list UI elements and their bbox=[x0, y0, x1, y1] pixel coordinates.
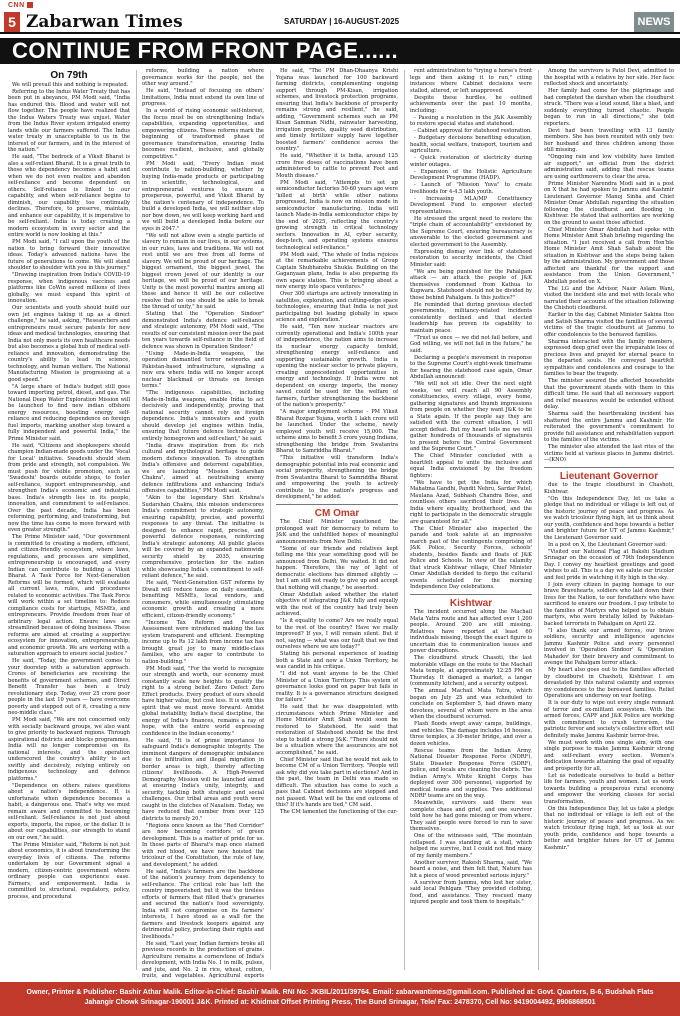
paragraph: It is our duty to wipe out every single remnant of terror and ex-militant ecosystem. With the armed forces, CAPF and J&K Police are working with commitment to crush terrorism, the patriotic fervor and society's collective effort will definitely make Jammu Kashmir terror-free. bbox=[544, 700, 674, 739]
page-headline: CONTINUE FROM FRONT PAGE...... bbox=[12, 38, 399, 63]
paragraph: PM Modi said, "I call upon the youth of the nation to bring forward their innovative ideas. Today's advanced nations have the future of generations to come. We will stand shoulder to shoulder with you in this journey." bbox=[8, 239, 130, 271]
paragraph: We must work with one single aim, with one single purpose to make Jammu Kashmir strong and self-reliant every section. Women's dedication towards attaining the goal of equality and prosperity for all. bbox=[544, 739, 674, 772]
paragraph: "We are being punished for the Pahalgam attack — an attack the people of J&K themselves condemned from Kathua to Kupwara. Statehood should not be divided by those behind Pahalgam. Is this justice?" bbox=[410, 268, 532, 301]
imprint-line-2: Jahangir Chowk Srinagar-190001 J&K. Printed at: Khidmat Offset Printing Press, The Bund Srinagar, Tele/ Fax: 2478370, Cell No: 9419004492, 9906868501 bbox=[84, 999, 596, 1006]
paragraph: He said, "It is of prime importance to safeguard India's demographic integrity. The imminent dangers of demographic imbalance due to infiltration and illegal migration in border areas is high, thereby affecting citizens' livelihoods. A High-Powered Demography Mission will be launched aimed at ensuring India's unity, integrity, and security, tackling both strategic and social challenges. Our tribal areas and youth were caught in the clutches of Naxalism. Today, we have reduced that number from over 125 districts to merely 20." bbox=[142, 737, 264, 822]
paragraph: "Akin to the legendary Shri Krishna's Sudarshan Chakra, this mission underscores India's commitment to strategic autonomy, ensuring capability, precise, and powerful responses to any threat. The initiative is designed to enhance rapid, precise, and powerful defence responses, reinforcing India's strategic autonomy. All public places will be covered by an expanded nationwide security shield by 2035, ensuring comprehensive protection for the nation while showcasing India's commitment to self-reliant defence," he said. bbox=[142, 495, 264, 579]
imprint-line-1: Owner, Printer & Publisher: Bashir Athar Malik. Editor-in-Chief: Bashir Malik. RNI No: JKBIL/2011/39764. Email: zabarwantimes@gmail.com. Published at: Govt. Quarters, B-6, Budshah Flats bbox=[26, 989, 654, 996]
paragraph: "Regions once known as the "Red Corridor" are now becoming corridors of green development. This is a matter of pride for us. In those parts of Bharat's map once stained with red blood, we have now hoisted the tricolour of the Constitution, the rule of law, and development," he added. bbox=[142, 822, 264, 868]
paragraph: "Trust us once — we did not fail before, and God willing, we will not fail in the future," he said. bbox=[410, 334, 532, 354]
paragraph: Declaring a people's movement in response to the Supreme Court's eight-week timeframe for hearing the statehood case again, Omar Abdullah announced: bbox=[410, 354, 532, 380]
list-item: - Cabinet approval for statehood restoration. bbox=[414, 128, 532, 134]
paragraph: The Chief Minister concluded with a heartfelt appeal to unite the inclusive and equal India envisioned by the freedom fighters: bbox=[410, 453, 532, 479]
paragraph: The Chief Minister also inspected the parade and took salute at an impressive march past of the contingents comprising of J&K Police, Security Forces, schools' students, besides Bands and floats of J&K Police and Schools. In view of the calamity that struck Kishtwar village, Chief Minister Omar Abdullah decided to forgo the cultural events scheduled for the morning Independence Day celebrations. bbox=[410, 525, 532, 590]
paragraph: "We have to get the India for which Mahatma Gandhi, Pandit Nehru, Sardar Patel, Maulana Azad, Subhash Chandra Bose, and countless others sacrificed their lives. An India where equality, brotherhood, and the right to participate in the democratic struggle are guaranteed for all." bbox=[410, 479, 532, 525]
section-rule bbox=[276, 504, 398, 505]
paragraph: "Income Tax Reform and Faceless Assessment were introduced making the tax system transparent and efficient. Exempting income up to Rs 12 lakh from income tax has brought great joy to many middle-class families, who are eager to contribute to nation-building." bbox=[142, 619, 264, 665]
paragraph: "Drawing inspiration from India's COVID-19 response, when indigenous vaccines and platforms like CoWin saved millions of lives globally, we must expand this spirit of innovation. bbox=[8, 272, 130, 304]
column-divider bbox=[538, 70, 539, 970]
article-column-4 bbox=[410, 68, 532, 978]
paragraph: "Ongoing rain and low visibility have limited air support," an official from the district administration said, adding that rescue teams are using earthmovers to clear the area. bbox=[544, 154, 674, 180]
column-divider bbox=[404, 70, 405, 970]
paragraph: In a world of rising economic self-interest, the focus must be on strengthening India's capabilities, expanding opportunities, and empowering citizens. These reforms mark the beginning of transformed phase of governance transformation, ensuring India becomes resilient, inclusive, and globally competitive." bbox=[142, 108, 264, 160]
paragraph: due to the tragic cloudburst in Chashoti, Kishtwar. bbox=[544, 482, 674, 495]
list-item: - Launch of "Mission Yuva" to create livelihoods for 4-4.5 lakh youth. bbox=[410, 182, 532, 195]
paragraph: He said that he was disappointed with circumstances which Prime Minister and Home Minister Amit Shah would soon be restored to Statehood. He said that restoration of Statehood should be the first step to build a strong J&K. "There should not be a situation where the assurances are not accomplished," he said. bbox=[276, 704, 398, 756]
list-item: - Increasing MLA/MP Constituency Development Fund to empower elected representatives. bbox=[410, 195, 532, 215]
section-rule bbox=[410, 594, 532, 595]
headline-band bbox=[0, 38, 680, 64]
article-column-1 bbox=[8, 68, 130, 978]
column-divider bbox=[270, 70, 271, 970]
paragraph: PM Modi said, "For the world to recognize our strength and worth, our economy must constantly scale new heights to qualify the right to a strong belief. Zero Defect Zero Effect products. Every product of ours should have higher value, but cost less. It is with this spirit that we must move forward. Amidst global instability, India's fiscal discipline, the energy of India's finances, remains a ray of hope, with the entire world expressing confidence in the Indian economy." bbox=[142, 665, 264, 737]
page-number: 5 bbox=[4, 12, 20, 32]
paragraph: reforms, building a nation where governance works for the people, not the other way around." bbox=[142, 68, 264, 87]
paragraph: Among the survivors is Patol Devi, admitted to the hospital with a relative by her side. Her face reflected shock and uncertainty. bbox=[544, 68, 674, 87]
paragraph: Rescue teams from the Indian Army, National Disaster Response Force (NDRF), State Disaster Response Force (SDRF), police, and locals are cleaning the debris. The Indian Army's White Knight Corps has deployed over 300 personnel, supported by medical teams and supplies. Two additional NDRF teams are on the way. bbox=[410, 747, 532, 799]
paragraph: He said, "Ten new nuclear reactors are currently operational and India's 100th year of independence, the nation aims to increase its nuclear energy capacity tenfold, strengthening energy self-reliance and supporting sustainable growth. India is opening the nuclear sector to private players, creating unprecedented opportunities in energy and technology. If India were not dependent on energy imports, the money saved could be used for the welfare of farmers, further strengthening the backbone of the nation's prosperity." bbox=[276, 324, 398, 408]
paragraph: "I also thank our armed forces, our brave soldiers, security and intelligence agencies Jammu Kashmir Police and every personnel involved in 'Operation Sindoor' & 'Operation Mahadev' for their bravery and commitment to avenge the Pahalgam terror attack. bbox=[544, 627, 674, 666]
article-column-5 bbox=[544, 68, 674, 978]
paragraph: Omar Abdullah asked whether the stated objective of integrating J&K fully and equally with the rest of the country had truly been achieved. bbox=[276, 591, 398, 617]
list-item: - Passing a resolution in the J&K Assembly to restore special status and statehood. bbox=[410, 114, 532, 127]
paragraph: In a post on X, the Lieutenant Governor said: bbox=[548, 541, 667, 548]
paragraph: Expressing dismay over link of statehood restoration to security incidents, the Chief Minister said: bbox=[410, 248, 532, 268]
brand-square-icon bbox=[27, 2, 33, 8]
section-rule bbox=[544, 467, 674, 468]
paragraph: "Is it equality to come? Are we really equal to the rest of the country? Have we really improved? If yes, I will remain silent. But if not, saying — what was our fault that we find ourselves where we are today?" bbox=[276, 618, 398, 650]
paragraph: "Dependence on others raises questions about a nation's independence. It is unfortunate when dependence becomes a habit, a dangerous one. That's why we must remain aware and committed to becoming self-reliant. Self-reliance is not just about exports, imports, the rupee, or the dollar. It is about our capabilities, our strength to stand on our own," he said. bbox=[8, 782, 130, 841]
paragraph: One of the witnesses said, "The mountain collapsed. I was standing at a stall, which helped me survive, but I could not find many of my family members." bbox=[410, 833, 532, 859]
paragraph: Chief Minister said that he would not ask to become CM of a Union Territory. "People will ask why did you take part in elections? And in the past, the team in Delhi was made so difficult. The situation has come to such a pass that Cabinet decisions are stopped and not passed. What will be the end outcome of this? If it's hands are tied," CM said. bbox=[276, 756, 398, 808]
article-column-3 bbox=[276, 68, 398, 978]
paragraph: He said, "Today, the government comes to your doorstep with a saturation approach. Crores of beneficiaries are receiving the benefits of government schemes, and Direct Benefit Transfer has been a truly revolutionary step. Today, over 25 crore poor people in the last 10 years — have overcome poverty and stepped out of it, creating a new neo-middle class." bbox=[8, 658, 130, 716]
paragraph: He said, "Citizens and shopkeepers should champion Indian-made goods under the 'Vocal for Local' initiative. Swadeshi should stem from pride and strength, not compulsion. We must push for visible promotion, such as 'Swadeshi' boards outside shops, to foster self-reliance, support entrepreneurship, and strengthen India's economic and industrial base. India's strength lies in its people, innovation, and commitment to self-reliance. Over the past decade, India has been reforming, performing, and transforming, but now the time has come to move forward with even greater strength." bbox=[8, 442, 130, 533]
paragraph: Stating his personal experience of leading both a State and now a Union Territory, he was candid in his critique. bbox=[276, 651, 398, 670]
paragraph: "A major employment scheme - PM Viksit Bharat Rozgar Yojana, worth 1 lakh crore will be launched. Under the scheme, newly employed youth will receive 15,000. The scheme aims to benefit 3 crore young Indians, strengthening the bridge from Swatantra Bharat to Samriddha Bharat." bbox=[276, 409, 398, 454]
paragraph: We will prevail this and nothing is repeated. bbox=[12, 81, 129, 88]
paragraph: He said, "The PM Dhan-Dhaanya Krishi Yojana was launched for 100 backward farming districts, complementing ongoing support through PM-Kisan, irrigation schemes, and livestock protection programs, ensuring that India's backbone of prosperity remains strong and resilient," he said, adding, "Government schemes such as PM Kisan Samman Nidhi, rainwater harvesting, irrigation projects, quality seed distribution, and timely fertilizer supply have together boosted farmers' confidence across the country." bbox=[276, 68, 398, 152]
list-item: - Quick restoration of electricity during winter outages. bbox=[410, 155, 532, 168]
paragraph: Over 300 startups are actively innovating in satellites, exploration, and cutting-edge space technologies, ensuring that India is not just participating but leading globally in space science and exploration." bbox=[276, 291, 398, 323]
paragraph: Another survivor, Rakesh Sharma, said, "We heard a noise, and then felt that, Nature has hit a piece of wood prevented serious injury." bbox=[410, 859, 532, 879]
paragraph: He said, "Last year, Indian farmers broke all previous records in the production of grains. Agriculture remains a cornerstone of India's development, with India No. 1 in milk, pulses, and jute, and No. 2 in rice, wheat, cotton, fruits, and vegetables. Agricultural exports bbox=[142, 940, 264, 978]
article-column-2 bbox=[142, 68, 264, 978]
paragraph: He said, "India's farmers are the backbone of the nation's journey from dependency to self-reliance. The critical role has left the country impoverished, but it was the tireless efforts of farmers that filled that's granaries and secured the nation's food sovereignty. India will not compromise on its farmers' interests, I have stood as a wall for the farmers and livestock keepers against any detrimental policy, protecting their rights and livelihoods." bbox=[142, 868, 264, 940]
brand-logo: CNN bbox=[8, 2, 33, 9]
paragraph: "We will not sit idle. Over the next eight weeks, we will reach all 90 Assembly constituencies, every village, every home, gathering signatures and thumb impressions from people on whether they want J&K to be a State again. If the people say they are satisfied with the current situation, I will accept defeat. But my heart tells me we will gather hundreds of thousands of signatures to present before the Central Government and the Supreme Court." bbox=[410, 381, 532, 452]
paragraph: "This initiative will transform India's demographic potential into real economic and social prosperity, strengthening the bridge from Swatantra Bharat to Samriddha Bharat and empowering the youth to actively contribute to the nation's progress and development," he added. bbox=[276, 455, 398, 500]
paragraph: Stating that the "Operation Sindoor" demonstrated India's defence self-reliance and strategic autonomy, PM Modi said, "The results of our consistent mission over the past ten years towards self-reliance in the field of defence was shown in Operation Sindoor." bbox=[142, 311, 264, 350]
section-heading-lieutenant-governor: Lieutenant Governor bbox=[559, 470, 659, 482]
paragraph: He said, "Whether it is India, around 125 crore free doses of vaccinations have been administered to cattle to prevent Foot and Mouth disease." bbox=[276, 153, 398, 179]
paragraph: Meanwhile, survivors said there was complete chaos and grief, and one survivor told how he had gone missing or from where. They said people were forced to run to save themselves. bbox=[410, 800, 532, 832]
paragraph: "We will not allow even a single particle of slavery to remain in our lives, in our systems, in our rules, laws and traditions. We will not rest until we are free from all forms of slavery. We will be proud of our heritage. The biggest ornament, the biggest jewel, the biggest crown jewel of our identity is our heritage, we will be proud of our heritage. Unity is the most powerful mantra among all these and hence it will be our collective resolve that no one should be able to break the thread of unity," he said. bbox=[142, 232, 264, 310]
paragraph: Chief Minister Omar Abdullah had spoke with Home Minister Amit Shah briefing regarding the situation. "I just received a call from Hon'ble Home Minister Amit Shah Sahab about the situation in Kishtwar and the steps being taken by the administration. My government and those affected are thankful for the support and assistance from the Union Government," Abdullah posted on X. bbox=[544, 226, 674, 285]
paragraph: He stressed the urgent need to restore the "triple chain of accountability" envisioned by the Supreme Court, ensuring bureaucracy is answerable to the elected government and elected government to the Assembly. bbox=[410, 215, 532, 248]
section-heading-on-79th: On 79th bbox=[50, 70, 88, 81]
paragraph: PM Modi said, "Attempts to set up semiconductor factories 50-60 years ago were 'killed at birth' while other nations progressed, India is now on mission mode in semiconductor manufacturing. India will launch Made-in-India semiconductor chips by the end of 2025, reflecting the country's growing strength in critical technology sectors. Innovation in AI, cyber security, deep-tech, and operating systems ensures technological self-reliance." bbox=[276, 179, 398, 251]
paragraph: Referring to the Indus Water Treaty that has been put in abeyance, PM Modi said, "India has endured this. Blood and water will not flow together. The people have realized that the Indus Waters Treaty was unjust. Water from the Indus River system irrigated enemy lands while our farmers suffered. The Indus water treaty in unacceptable to us in the interest of our farmers, and in the interest of the nation." bbox=[8, 88, 130, 153]
section-badge: NEWS bbox=[634, 12, 674, 32]
paragraph: The cloudburst struck Chasoti, the last motorable village on the route to the Machail Mata temple, at approximately 12:25 PM on Thursday. It damaged a market, a langar (community kitchen), and a security outpost. bbox=[410, 655, 532, 687]
paragraph: He said, "The bedrock of a Viksit Bharat is also a self-reliant Bharat. It is a great truth to those who dependency becomes a habit and when we do not even realize and abandon self-reliance and become dependent on others. Self-reliance is linked to our capability, and when self-reliance begins to diminish, our capability too continually declines. Therefore, to preserve, maintain, and enhance our capability, it is imperative to be self-reliant. India is today creating a modern ecosystem in every sector and the entire world is now looking at this." bbox=[8, 154, 130, 238]
paragraph: PM Modi said, "The whole of India rejoices at the remarkable achievements of Group Captain Shubhanshu Shukla. Building on the Gaganyaan plans, India is also preparing its own space station. This is bringing about a new energy into space ventures." bbox=[276, 251, 398, 290]
paragraph: I join every citizen in paying homage to our brave Bravehearts, soldiers who laid down their lives for the Nation, to our forefathers who have sacrificed to ensure our freedom. I pay tribute to the families of Martyrs who helped us to obtain martyrs, who were brutally killed by Pakistan-backed terrorists in Pahalgam on April 22. bbox=[544, 581, 674, 627]
paragraph: The Chief Minister questioned the prolonged wait for democracy to return to J&K and the unfulfilled hopes of meaningful announcements from New Delhi. bbox=[276, 519, 398, 545]
paragraph: Prime Minister Narendra Modi said in a post on X that he had spoken to Jammu and Kashmir Lieutenant Governor Manoj Sinha and Chief Minister Omar Abdullah regarding the situation following the cloudburst and flooding in Kishtwar. He stated that authorities are working on the ground to assist those affected. bbox=[544, 180, 674, 226]
paragraph: Flash floods swept away camps, buildings, and vehicles. The damage includes 16 houses, three temples, a 30-meter bridge, and over a dozen vehicles. bbox=[410, 721, 532, 747]
top-bar bbox=[0, 0, 680, 12]
section-heading-kishtwar: Kishtwar bbox=[449, 597, 493, 609]
paragraph: "India draws inspiration from its rich cultural and mythological heritage to guide modern defence innovation. To strengthen India's offensive and deterrent capabilities, we are launching "Mission Sudarshan Chakra", aimed at neutralising enemy defence infiltrations and enhancing India's offensive capabilities," PM Modi said. bbox=[142, 442, 264, 494]
masthead bbox=[0, 12, 680, 34]
paragraph: The LG and the Advisor, Nasir Aslam Wani, visited the incident site and met with locals who narrated their accounts of the situation following the Chishoti cloudburst. bbox=[544, 285, 674, 311]
paragraph: The annual Machail Mata Yatra, which began on July 25 and was scheduled to conclude on September 5, had drawn many devotees, several of whom were in the area when the cloudburst occurred. bbox=[410, 688, 532, 720]
paragraph: Her family had come for the pilgrimage and had completed the darshan when the cloudburst struck. "There was a loud sound, like a blast, and suddenly everything turned chaotic. People began to run in all directions," she told reporters. bbox=[544, 88, 674, 127]
paragraph: rent administration to "trying a horse's front legs and then asking it to run," citing instances where Cabinet decisions were stalled, altered, or left unapproved. bbox=[410, 68, 532, 94]
section-heading-cm-omar: CM Omar bbox=[314, 507, 360, 519]
paragraph: The minister assured the affected households that the government stands with them in this difficult time. He said that all necessary support and relief measures would be extended without delay. bbox=[544, 378, 674, 410]
paragraph: The minister also attended the last rites of the victims held at various places in Jammu district.—(KNO) bbox=[544, 444, 674, 463]
paragraph: My heart also goes out to the families affected by cloudburst in Chashoti, Kishtwar. I am devastated by this natural calamity and express my condolences to the bereaved families. Relief Operations are underway on war footing. bbox=[544, 667, 674, 699]
paragraph: The Prime Minister said, "Our government is committed to creating a modern, efficient, and citizen-friendly ecosystem, where laws, regulations, and processes are simplified, entrepreneurship is encouraged, and every Indian can contribute to building a Viksit Bharat. A Task Force for Next-Generation Reforms will be formed, which will evaluate all current laws, rules, and procedures related to economic activities. The Task Force will work within a set timeline to: Reduce compliance costs for startups, MSMEs, and entrepreneurs. Provide freedom from fear of arbitrary legal action. Ensure laws are streamlined because of doing business. These reforms are aimed at creating a supportive ecosystem for innovation, entrepreneurship, and economic growth. We are working with a saturation approach to ensure social justice." bbox=[8, 534, 130, 657]
paragraph: Earlier in the day, Cabinet Minister Sakina Itoo and Satish Sharma visited the families of several victims of the tragic cloudburst at Jammu to offer condolences to the bereaved families. bbox=[544, 312, 674, 338]
imprint-footer bbox=[0, 982, 680, 1016]
paragraph: PM Modi said, "We are not concerned only with socially backward groups, we also want to give priority to backward regions. Through aspirational districts and blocks programmes, India will no longer compromise on its national interests, and the operation underscored the country's ability to act swiftly and decisively, relying entirely on indigenous technology and defence platforms." bbox=[8, 717, 130, 782]
paragraph: He said, "Instead of focusing on others' limitations, India must extend its own line of progress. bbox=[142, 88, 264, 107]
paragraph: The Prime Minister said, "Reform is not just about economics, it is about transforming the everyday lives of citizens. The reforms undertaken by our Government signal a modern, citizen-centric government where ordinary people can experience ease. Farmers, and empowerment. India is committed to structural, regulatory, policy, process, and procedural bbox=[8, 841, 130, 900]
paragraph: Our scientists and youth should build our own jet engines taking it up as a direct challenge," he said, asking, "Researchers and entrepreneurs must secure patents for new ideas and medical technologies, ensuring that India not only meets its own healthcare needs but also becomes a global hub of medical self-reliance and innovation, demonstrating the country's ability to lead in science, technology, and human welfare. The National Manufacturing Mission is progressing at a good speed." bbox=[8, 305, 130, 383]
paragraph: "A large share of India's budget still goes toward importing petrol, diesel, and gas. The National Deep Water Exploration Mission will be launched to find new indian offshore energy resources, boosting energy self-reliance and reducing dependence on foreign fuel imports, marking another step toward a fully independent and powerful India," the Prime Minister said. bbox=[8, 383, 130, 442]
paragraph: Devi had been travelling with 13 family members. She has been reunited with only two: her husband and three children among those still missing. bbox=[544, 127, 674, 153]
list-item: - Expansion of the Holistic Agriculture Development Programme (HADP). bbox=[410, 168, 532, 181]
paragraph: He said, "Next-Generation GST reforms by Diwali will reduce taxes on daily essentials, benefiting MSMEs, local vendors, and consumers, while simultaneously stimulating economic growth and creating a more efficient, citizen-friendly economy." bbox=[142, 580, 264, 619]
list-item: - Budgetary decisions benefiting education, health, social welfare, transport, tourism and agriculture. bbox=[410, 135, 532, 154]
paragraph: "Using Made-in-India weapons, the operation dismantled terror networks and Pakistan-based infrastructure, signaling a new era where India will no longer accept nuclear blackmail or threats on foreign terms." bbox=[142, 350, 264, 389]
paragraph: "Visited our National Flag at Bakshi Stadium Srinagar on the occasion of 79th Independence Day. I convey my heartiest greetings and good wishes to all. This is a day we salute our tricolor and feel pride in watching it fly high in the sky. bbox=[544, 548, 674, 581]
paragraph: "I did not want anyone to be the Chief Minister of a Union Territory. This system of governance looks good on paper but fails in reality. It is a governance structure designed for failure." bbox=[276, 671, 398, 703]
paragraph: "Some of our friends and relatives kept telling me this year something good will be announced from Delhi. We waited. It did not happen. Therefore, the ray of light of democratic elections has dimmed slightly — but I am still not ready to give up and accept that nothing will change," he asserted. bbox=[276, 545, 398, 591]
paragraph: "On this Independence Day, let us take a pledge that no individual or village is left out of the historic journey of peace and progress. As we watch tricolour flying high, let us think about our youth, confidence and hope towards a better and brighter future for UT of Jammu Kashmir," the Lieutenant Governor said. bbox=[544, 495, 674, 541]
column-divider bbox=[136, 70, 137, 970]
paragraph: Despite these hurdles, he outlined achievements over the past 10 months, including: bbox=[410, 94, 532, 114]
paragraph: Let us rededicate ourselves to build a better life for farmers, youth and women. Let us work towards building a prosperous rural economy and empower the working classes for social transformation. bbox=[544, 772, 674, 805]
paragraph: Sharma interacted with the family members, expressed deep grief over the irreparable loss of precious lives and prayed for eternal peace to the departed souls. He conveyed heartfelt sympathies and condolences and courage to the families to bear the tragedy. bbox=[544, 338, 674, 377]
paragraph: A survivor from Jammu, who lost her sister, said local Pehlgam "They provided clothing, food, and assistance. They rescued many injured people and took them to hospitals." bbox=[410, 879, 532, 905]
paragraph: Sharma said the heartbreaking incident has shattered the entire Jammu and Kashmir. He reiterated the government's commitment to provide full assistance and rehabilitation support to the families of the victims. bbox=[544, 411, 674, 443]
paragraph: He reminded that during previous elected governments, militancy-related incidents consistently declined and that elected leadership has proven its capability to maintain peace. bbox=[410, 301, 532, 334]
issue-date: SATURDAY | 16-AUGUST-2025 bbox=[284, 17, 400, 26]
paper-name: Zabarwan Times bbox=[26, 12, 183, 32]
paragraph: "The indigenous capabilities, including Made-in-India weapons, enable India to act decisively and independently, proving that national security cannot rely on foreign dependence. India's innovators and youth should develop jet engines within India, ensuring that future defence technology is entirely homegrown and self-reliant," he said. bbox=[142, 390, 264, 442]
paragraph: PM Modi said, "Every Indian must contribute to nation-building, whether by buying India-made products or participating in scientific, technological, and entrepreneurial ventures to ensure a prosperous, powerful, and Viksit Bharat by the nation's centenary of independence. To build a developed India, we will neither stop nor bow down, we will keep working hard and we will build a developed India before our eyes in 2047." bbox=[142, 160, 264, 232]
paragraph: The incident occurred along the Machail Mata Yatra route and has affected over 1,200 people. Around 200 are still missing. Relatives have reported at least 60 individuals missing, though the exact figure is uncertain due to communication issues and power disruptions. bbox=[410, 609, 532, 654]
paragraph: On this Independence Day, let us take a pledge that no individual or village is left out of the historic journey of peace and progress. As we watch tricolour flying high, let us look at our youth pride, confidence and hope towards a better and brighter future for UT of Jammu Kashmir." bbox=[544, 805, 674, 851]
paragraph: The CM lamented the functioning of the cur- bbox=[280, 809, 398, 815]
